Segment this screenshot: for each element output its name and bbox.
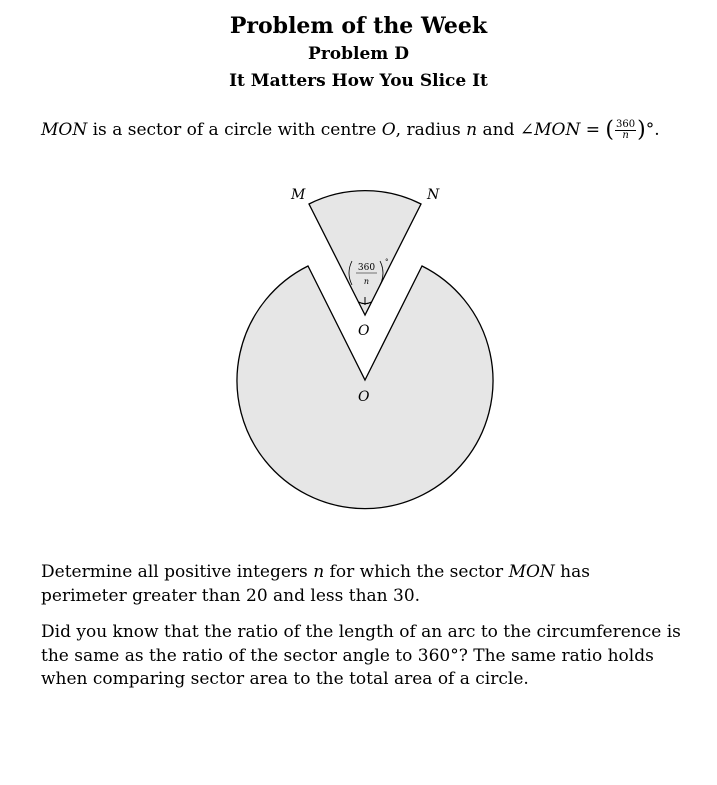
intro-degree-end: °. (645, 120, 660, 140)
question-sector: MON (508, 562, 555, 582)
intro-text-2: , radius (395, 120, 467, 140)
intro-sector-name: MON (41, 120, 88, 140)
intro-angle-name: MON (534, 120, 581, 140)
intro-frac-den: n (622, 130, 629, 141)
question-text-3: has perimeter greater than 20 and less than 30. (41, 562, 590, 606)
cut-sector (309, 191, 421, 315)
question-var-n: n (313, 562, 325, 582)
intro-equals: = (580, 120, 606, 140)
label-o-circle: O (358, 389, 370, 405)
angle-label-num: 360 (357, 263, 376, 273)
problem-label: Problem D (308, 44, 409, 64)
intro-text-1: is a sector of a circle with centre (87, 120, 382, 140)
label-m: M (291, 187, 306, 203)
label-o-sector: O (358, 323, 370, 339)
left-paren: ( (605, 117, 614, 143)
intro-centre: O (381, 120, 396, 140)
intro-frac-num: 360 (616, 119, 636, 130)
page-title: Problem of the Week (229, 13, 488, 39)
angle-label-den: n (363, 277, 370, 286)
intro-text-3: and ∠ (477, 120, 535, 140)
question-text-2: for which the sector (324, 562, 509, 582)
problem-name: It Matters How You Slice It (229, 71, 488, 91)
right-paren: ) (637, 117, 646, 143)
angle-label-degree: ° (385, 258, 389, 266)
question-paragraph (41, 561, 681, 608)
intro-radius: n (466, 120, 478, 140)
question-text-1: Determine all positive integers (41, 562, 314, 582)
label-n: N (427, 187, 440, 203)
hint-paragraph: Did you know that the ratio of the length of an arc to the circumference is the same as the ratio of the sector angle to 360°? The same ratio holds when comparing sector area to the total area of a circle. (41, 622, 681, 689)
